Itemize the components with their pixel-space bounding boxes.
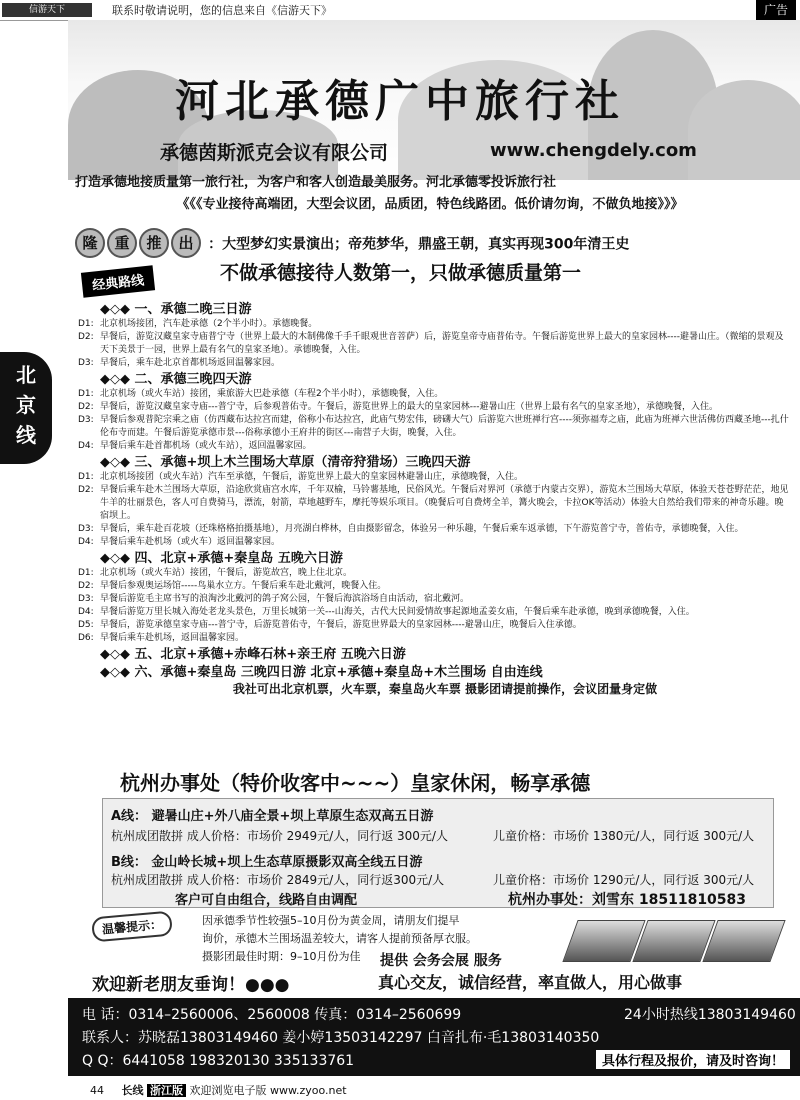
package-a-title: A线： 避暑山庄+外八庙全景+坝上草原生态双高五日游 — [111, 809, 434, 824]
ticket-note: 我社可出北京机票，火车票，秦皇岛火车票 摄影团请提前操作，会议团量身定做 — [232, 682, 658, 696]
package-a-child-price: 儿童价格：市场价 1380元/人，同行返 300元/人 — [493, 829, 755, 843]
contact-people: 联系人：苏晓磊13803149460 姜小婷13503142297 白音扎布·毛13803140350 — [82, 1030, 600, 1046]
tab-char: 京 — [16, 393, 36, 417]
hangzhou-office-banner: 杭州办事处（特价收客中~~~）皇家休闲，畅享承德 — [120, 771, 591, 795]
warm-tip-label: 温馨提示： — [91, 911, 173, 943]
page-footer — [90, 1082, 347, 1098]
day-label: D3: — [78, 594, 94, 604]
phone-fax: 电 话：0314–2560006、2560008 传真：0314–2560699 — [82, 1007, 462, 1023]
website-link[interactable]: www.chengdely.com — [490, 140, 697, 161]
day-description: 早餐后，乘车赴北京首都机场返回温馨家园。 — [100, 358, 281, 368]
itinerary-day — [78, 593, 790, 606]
day-label: D1: — [78, 319, 94, 329]
day-label: D4: — [78, 441, 94, 451]
day-label: D3: — [78, 415, 94, 425]
itinerary-day — [78, 484, 790, 523]
promote-char: 出 — [171, 228, 201, 258]
itinerary-day — [78, 388, 790, 401]
itinerary-day — [78, 523, 790, 536]
day-label: D3: — [78, 358, 94, 368]
day-label: D6: — [78, 633, 94, 643]
day-label: D4: — [78, 537, 94, 547]
tip-line: 因承德季节性较强5–10月份为黄金周，请朋友们提早 — [202, 914, 460, 927]
day-description: 早餐后乘车赴机场（或火车）返回温馨家园。 — [100, 537, 281, 547]
route-title: ◆◇◆ 四、北京+承德+秦皇岛 五晚六日游 — [100, 551, 343, 566]
quality-motto: 不做承德接待人数第一，只做承德质量第一 — [220, 262, 582, 284]
itinerary-day — [78, 331, 790, 357]
inquiry-note: 具体行程及报价，请及时咨询！ — [596, 1050, 790, 1069]
day-label: D5: — [78, 620, 94, 630]
combine-note: 客户可自由组合，线路自由调配 — [175, 893, 358, 908]
welcome-text: 欢迎新老朋友垂询！●●● — [92, 975, 290, 995]
day-description: 早餐后参观普陀宗乘之庙（仿西藏布达拉宫而建，俗称小布达拉宫，此庙气势宏伟，磅礴大气）后游览六世班禅行宫----须弥福寿之庙，此庙为班禅六世活佛仿西藏圣地---扎什伦布寺而建。午餐后游览承德市景---俗称承德小王府井的街区---南营子大街，晚餐，入住。 — [100, 415, 789, 438]
day-label: D2: — [78, 332, 94, 342]
route-title: ◆◇◆ 六、承德+秦皇岛 三晚四日游 北京+承德+秦皇岛+木兰围场 自由连线 — [100, 665, 543, 680]
day-description: 早餐后，乘车赴百花坡（还珠格格拍摄基地），月亮湖白桦林，自由摄影留念，体验另一种乐趣，午餐后乘车返承德，下午游览普宁寺，普佑寺，承德晚餐，入住。 — [100, 524, 744, 534]
day-description: 早餐后游览万里长城入海处老龙头景色，万里长城第一关---山海关，古代大民间爱情故事起源地孟姜女庙，午餐后乘车赴承德，晚到承德晚餐，入住。 — [100, 607, 695, 617]
itinerary-day — [78, 536, 790, 549]
landmark-photo — [632, 920, 715, 962]
day-description: 早餐后，游览汉藏皇家寺庙普宁寺（世界上最大的木制佛像千手千眼观世音菩萨）后，游览皇帝寺庙普佑寺。午餐后游览世界上最大的皇家园林----避暑山庄。（微缩的景观及天下美景于一园，世界上最有名气的皇家圣地）。承德晚餐，入住。 — [100, 332, 784, 355]
conference-service: 提供 会务会展 服务 — [380, 953, 502, 969]
qq-numbers: Q Q：6441058 198320130 335133761 — [82, 1053, 355, 1069]
agency-title: 河北承德广中旅行社 — [175, 76, 625, 127]
day-description: 早餐后乘车赴木兰围场大草原，沿途欣赏庙宫水库，千年双榆，马铃薯基地，民俗风光。午餐后对界河（承德于内蒙古交界），游览木兰围场大草原，体验天苍苍野茫茫，地见牛羊的壮丽景色，客人可自费骑马，漂流，射箭，草地越野车，摩托等娱乐项目。（晚餐后可自费烤全羊，篝火晚会，卡拉OK等活动）体验大自然给我们带来的神奇乐趣。晚宿坝上。 — [100, 485, 789, 521]
business-tagline: 真心交友，诚信经营，率直做人，用心做事 — [378, 973, 683, 992]
day-description: 北京机场接团，汽车赴承德（2个半小时）。承德晚餐。 — [100, 319, 318, 329]
day-label: D2: — [78, 402, 94, 412]
package-b-child-price: 儿童价格：市场价 1290元/人，同行返 300元/人 — [493, 873, 755, 887]
contact-bar — [68, 998, 800, 1076]
magazine-logo: 信游天下 — [2, 3, 92, 17]
itinerary-day — [78, 632, 790, 645]
day-label: D1: — [78, 568, 94, 578]
route-title: ◆◇◆ 一、承德二晚三日游 — [100, 302, 252, 317]
tip-line: 摄影团最佳时期：9–10月份为佳 — [202, 950, 361, 963]
promote-text: ：大型梦幻实景演出；帝苑梦华，鼎盛王朝，真实再现300年清王史 — [208, 236, 630, 253]
tab-char: 北 — [16, 363, 36, 387]
ad-tag: 广告 — [756, 0, 796, 20]
route-title: ◆◇◆ 二、承德三晚四天游 — [100, 372, 252, 387]
package-b-title: B线： 金山岭长城+坝上生态草原摄影双高全线五日游 — [111, 855, 423, 870]
route-title: ◆◇◆ 三、承德+坝上木兰围场大草原（清帝狩猎场）三晚四天游 — [100, 455, 471, 470]
day-description: 早餐后游览毛主席书写的浪淘沙北戴河的鸽子窝公园，午餐后海滨浴场自由活动，宿北戴河。 — [100, 594, 470, 604]
day-label: D2: — [78, 485, 94, 495]
promotion-line — [75, 228, 795, 258]
itinerary-list — [78, 300, 790, 697]
day-description: 早餐后乘车赴机场，返回温馨家园。 — [100, 633, 245, 643]
package-b-adult-price: 杭州成团散拼 成人价格：市场价 2849元/人，同行返300元/人 — [111, 873, 445, 887]
day-label: D1: — [78, 472, 94, 482]
tab-char: 线 — [16, 423, 36, 447]
itinerary-day — [78, 471, 790, 484]
itinerary-day — [78, 567, 790, 580]
itinerary-day — [78, 318, 790, 331]
beijing-line-tab — [0, 352, 52, 464]
day-description: 早餐后乘车赴首都机场（或火车站），返回温馨家园。 — [100, 441, 312, 451]
itinerary-day — [78, 414, 790, 440]
day-label: D3: — [78, 524, 94, 534]
landmark-photo — [702, 920, 785, 962]
promote-char: 推 — [139, 228, 169, 258]
service-promise: 《《《专业接待高端团，大型会议团，品质团，特色线路团。低价请勿询，不做负地接》》》 — [176, 197, 684, 212]
itinerary-day — [78, 357, 790, 370]
magazine-name: 长线 — [121, 1084, 144, 1097]
day-description: 早餐后，游览汉藏皇家寺庙---普宁寺，后参观普佑寺。午餐后，游览世界上的最大的皇家园林---避暑山庄（世界上最有名气的皇家圣地），承德晚餐，入住。 — [100, 402, 718, 412]
top-strip — [0, 0, 800, 21]
itinerary-day — [78, 580, 790, 593]
tip-line: 询价，承德木兰围场温差较大，请客人提前预备厚衣服。 — [202, 932, 477, 945]
itinerary-day — [78, 440, 790, 453]
classic-routes-badge: 经典路线 — [81, 265, 155, 297]
hotline: 24小时热线13803149460 — [624, 1007, 796, 1023]
route-title: ◆◇◆ 五、北京+承德+赤峰石林+亲王府 五晚六日游 — [100, 647, 406, 662]
itinerary-day — [78, 606, 790, 619]
day-description: 北京机场（或火车站）接团，乘旅游大巴赴承德（车程2个半小时），承德晚餐，入住。 — [100, 389, 444, 399]
page-number: 44 — [90, 1084, 104, 1097]
day-description: 早餐后，游览承德皇家寺庙---普宁寺，后游览普佑寺，午餐后，游览世界最大的皇家园林----避暑山庄，晚餐后入住承德。 — [100, 620, 582, 630]
itinerary-day — [78, 401, 790, 414]
slogan: 打造承德地接质量第一旅行社，为客户和客人创造最美服务。河北承德零投诉旅行社 — [75, 175, 557, 190]
itinerary-day — [78, 619, 790, 632]
promote-char: 隆 — [75, 228, 105, 258]
footer-link[interactable]: 欢迎浏览电子版 www.zyoo.net — [189, 1084, 347, 1097]
day-label: D1: — [78, 389, 94, 399]
edition-badge: 浙江版 — [147, 1084, 186, 1097]
company-name: 承德茵斯派克会议有限公司 — [160, 142, 389, 164]
day-description: 早餐后参观奥运场馆-----鸟巢水立方。午餐后乘车赴北戴河，晚餐入住。 — [100, 581, 387, 591]
day-label: D2: — [78, 581, 94, 591]
promote-char: 重 — [107, 228, 137, 258]
landmark-photo — [562, 920, 645, 962]
package-a-adult-price: 杭州成团散拼 成人价格：市场价 2949元/人，同行返 300元/人 — [111, 829, 448, 843]
day-description: 北京机场接团（或火车站）汽车至承德，午餐后，游览世界上最大的皇家园林避暑山庄，承德晚餐，入住。 — [100, 472, 524, 482]
office-contact: 杭州办事处：刘雪东 18511810583 — [508, 892, 747, 908]
day-description: 北京机场（或火车站）接团，午餐后，游览故宫，晚上住北京。 — [100, 568, 353, 578]
day-label: D4: — [78, 607, 94, 617]
package-box — [102, 798, 774, 908]
contact-notice: 联系时敬请说明，您的信息来自《信游天下》 — [112, 4, 332, 17]
